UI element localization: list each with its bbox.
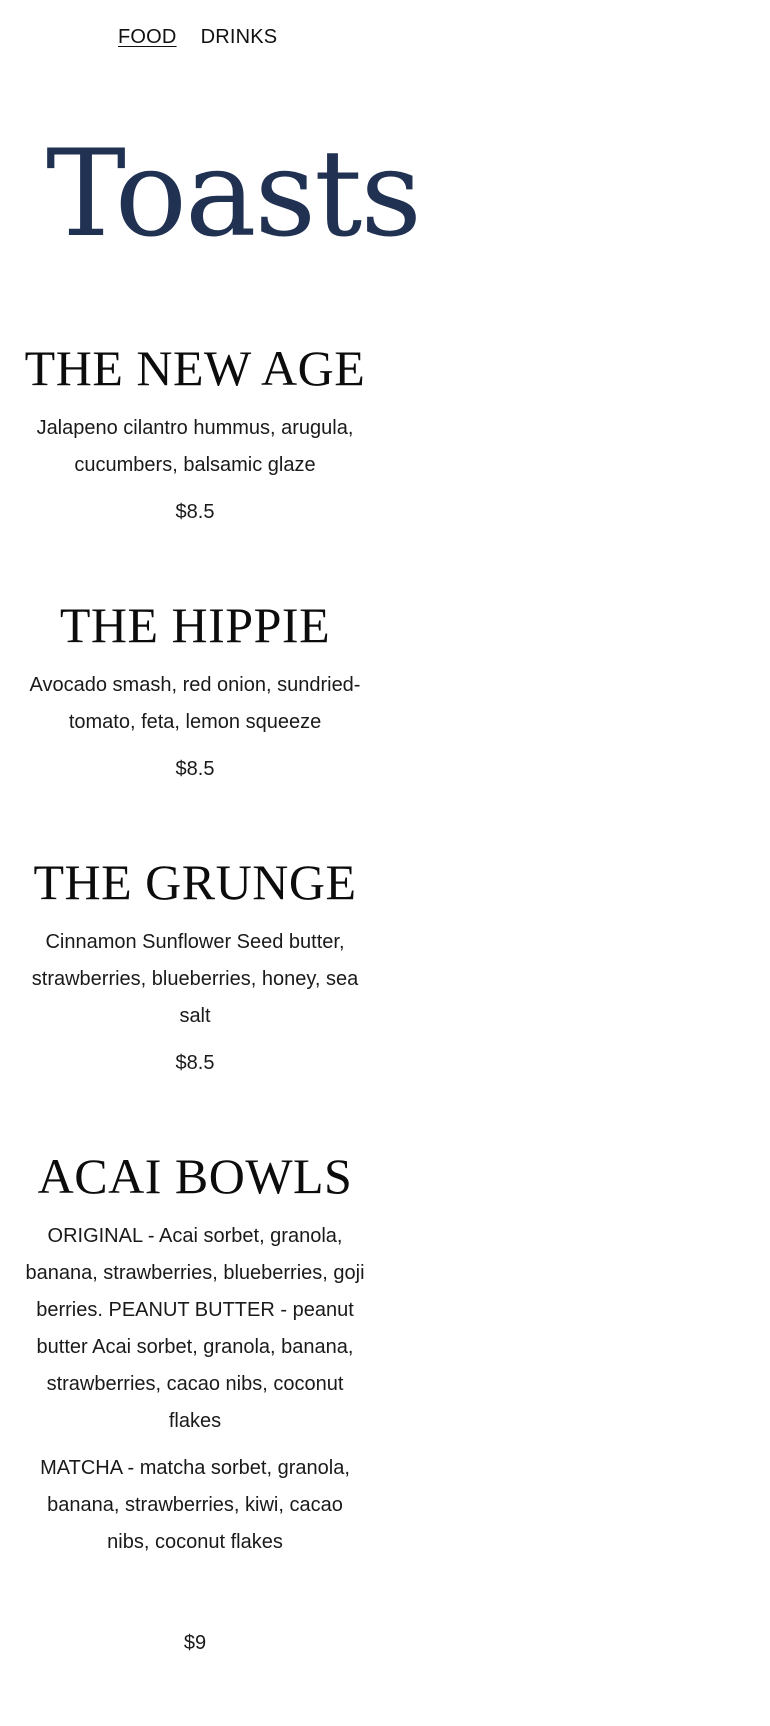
menu-item-description: ORIGINAL - Acai sorbet, granola, banana, strawberries, blueberries, goji berries. PEANUT BUTTER - peanut butter Acai sorbet, granola, banana, strawberries, cacao nibs, coconut flakes — [25, 1225, 365, 1432]
menu-item — [20, 1146, 370, 1662]
menu-item — [20, 595, 370, 788]
menu-item-price: $8.5 — [175, 501, 215, 523]
menu-item-description: Avocado smash, red onion, sundried-tomato, feta, lemon squeeze — [29, 674, 361, 733]
top-nav — [118, 26, 277, 49]
menu-item-name: THE GRUNGE — [33, 854, 357, 910]
menu-item — [20, 852, 370, 1082]
menu-item-price: $8.5 — [175, 1052, 215, 1074]
menu-item-description: Jalapeno cilantro hummus, arugula, cucumbers, balsamic glaze — [36, 417, 354, 476]
menu-item-name: THE HIPPIE — [59, 597, 331, 653]
page-title: Toasts — [46, 125, 420, 264]
menu-item-name: THE NEW AGE — [24, 340, 366, 396]
menu-item-name: ACAI BOWLS — [37, 1148, 353, 1204]
menu-list — [20, 338, 370, 1726]
menu-item — [20, 338, 370, 531]
menu-item-price: $8.5 — [175, 758, 215, 780]
nav-link-food[interactable]: FOOD — [118, 26, 177, 48]
menu-item-description-secondary: MATCHA - matcha sorbet, granola, banana, strawberries, kiwi, cacao nibs, coconut flakes — [40, 1457, 350, 1553]
menu-item-description: Cinnamon Sunflower Seed butter, strawberries, blueberries, honey, sea salt — [31, 931, 359, 1027]
menu-item-price: $9 — [183, 1632, 207, 1654]
nav-link-drinks[interactable]: DRINKS — [200, 26, 278, 48]
